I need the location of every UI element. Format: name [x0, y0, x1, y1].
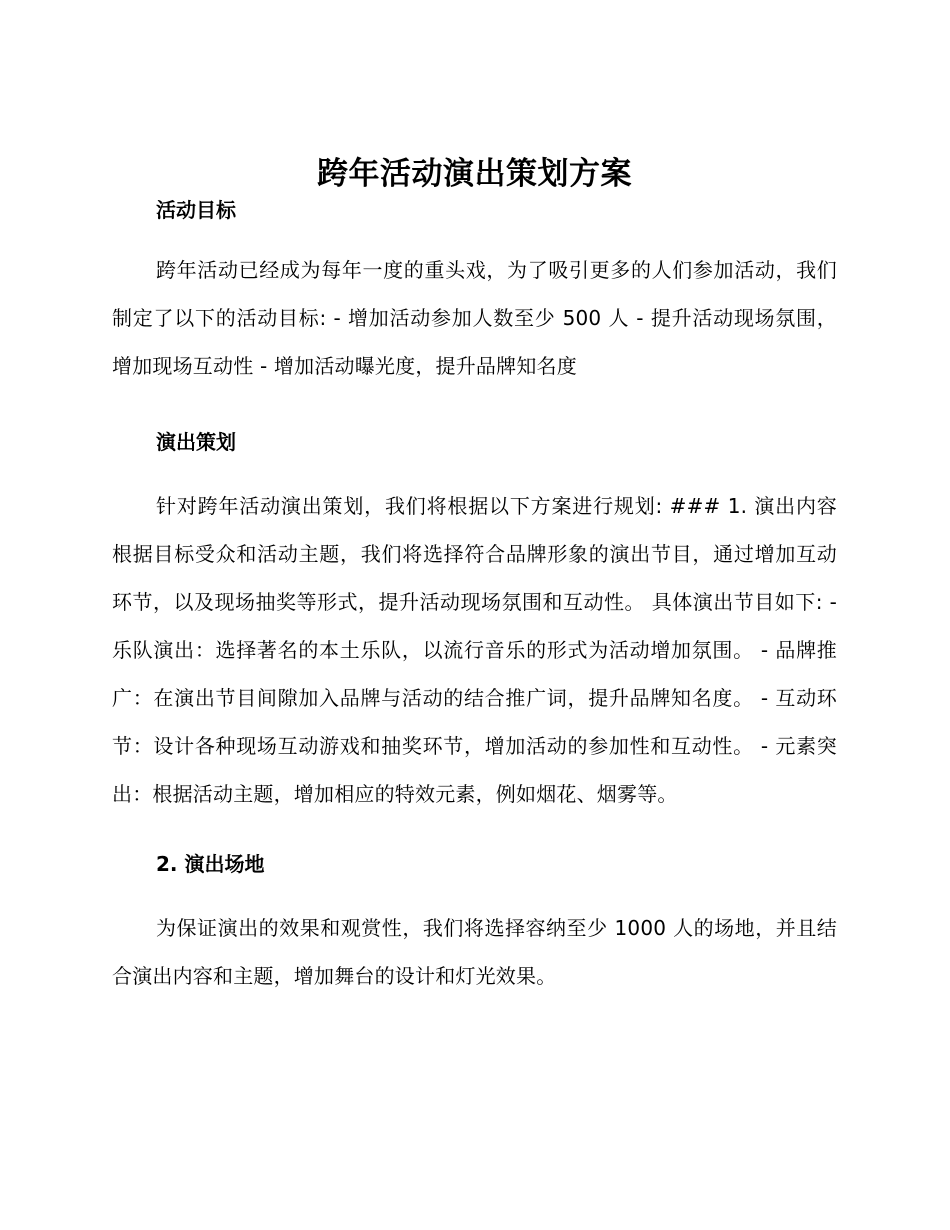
document-page — [112, 150, 837, 1000]
section-heading-performance-plan: 演出策划 — [156, 430, 236, 454]
section-body-activity-goals: 跨年活动已经成为每年一度的重头戏，为了吸引更多的人们参加活动，我们制定了以下的活动目标: - 增加活动参加人数至少 500 人 - 提升活动现场氛围，增加现场互动性 - 增加活动曝光度，提升品牌知名度 — [112, 258, 837, 378]
section-body-performance-plan: 针对跨年活动演出策划，我们将根据以下方案进行规划: ### 1. 演出内容 根据目标受众和活动主题，我们将选择符合品牌形象的演出节目，通过增加互动环节，以及现场抽奖等形式，提升活动现场氛围和互动性。 具体演出节目如下: - 乐队演出：选择著名的本土乐队，以流行音乐的形式为活动增加氛围。 - 品牌推广：在演出节目间隙加入品牌与活动的结合推广词，提升品牌知名度。 - 互动环节：设计各种现场互动游戏和抽奖环节，增加活动的参加性和互动性。 - 元素突出：根据活动主题，增加相应的特效元素，例如烟花、烟雾等。 — [112, 494, 837, 806]
section-body-performance-venue: 为保证演出的效果和观赏性，我们将选择容纳至少 1000 人的场地，并且结合演出内容和主题，增加舞台的设计和灯光效果。 — [112, 916, 837, 988]
document-title: 跨年活动演出策划方案 — [317, 156, 632, 192]
section-heading-performance-venue: 2. 演出场地 — [156, 852, 265, 876]
section-heading-activity-goals: 活动目标 — [156, 198, 236, 222]
